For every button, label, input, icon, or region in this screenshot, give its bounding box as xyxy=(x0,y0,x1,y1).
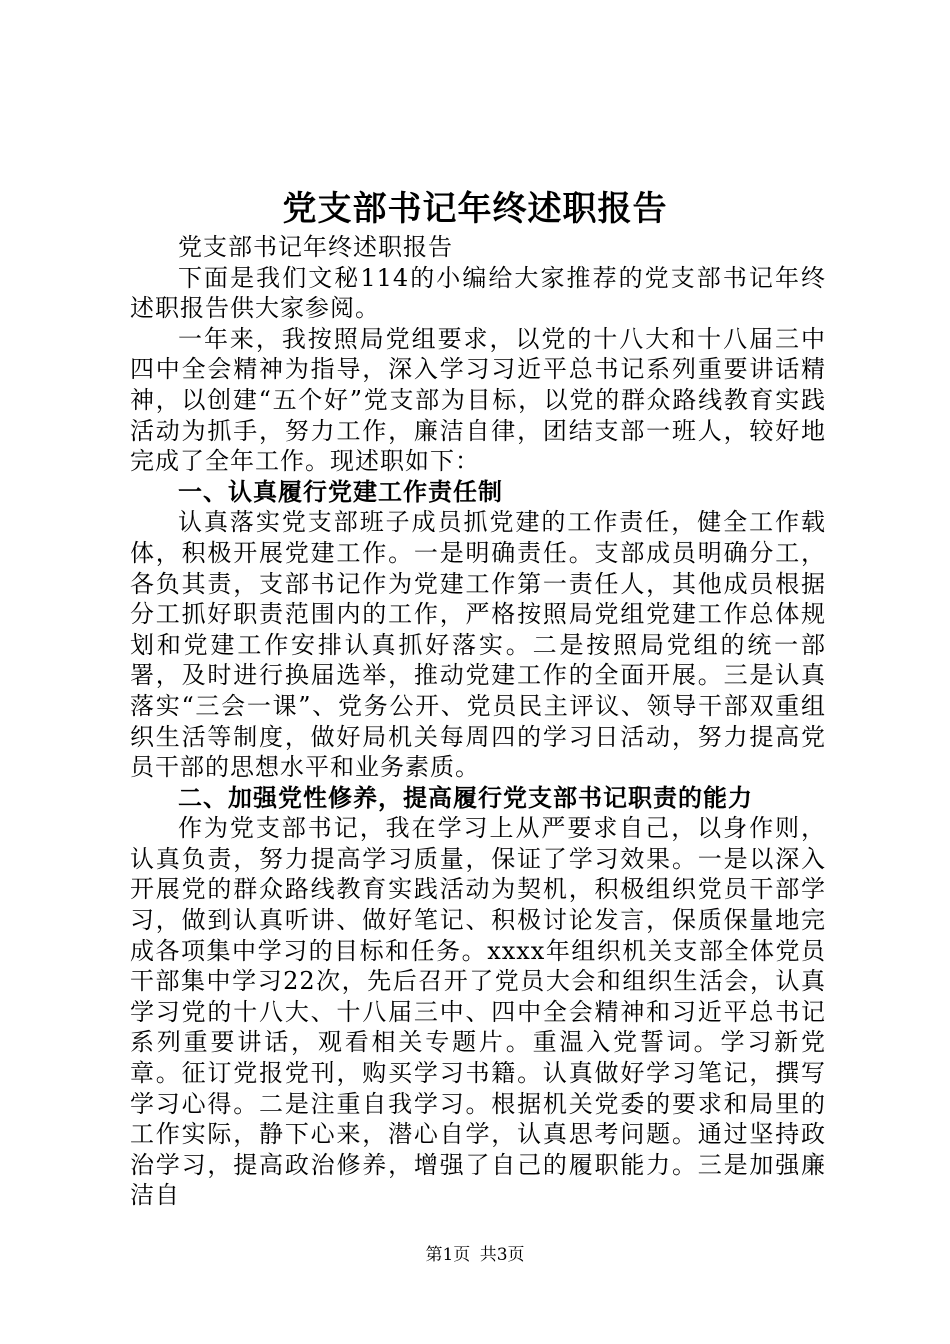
section-heading-2: 二、加强党性修养，提高履行党支部书记职责的能力 xyxy=(178,782,753,812)
intro-paragraph: 下面是我们文秘114的小编给大家推荐的党支部书记年终述职报告供大家参阅。 xyxy=(130,263,826,323)
section-heading-1: 一、认真履行党建工作责任制 xyxy=(178,476,503,506)
page-footer xyxy=(0,1243,950,1267)
page-total: 共3页 xyxy=(479,1245,525,1265)
document-body xyxy=(130,232,826,1211)
subtitle-paragraph: 党支部书记年终述职报告 xyxy=(178,233,453,261)
section-2-paragraph: 作为党支部书记，我在学习上从严要求自己，以身作则，认真负责，努力提高学习质量，保证了学习效果。一是以深入开展党的群众路线教育实践活动为契机，积极组织党员干部学习，做到认真听讲、做好笔记、积极讨论发言，保质保量地完成各项集中学习的目标和任务。xxxx年组织机关支部全体党员干部集中学习22次，先后召开了党员大会和组织生活会，认真学习党的十八大、十八届三中、四中全会精神和习近平总书记系列重要讲话，观看相关专题片。重温入党誓词。学习新党章。征订党报党刊，购买学习书籍。认真做好学习笔记，撰写学习心得。二是注重自我学习。根据机关党委的要求和局里的工作实际，静下心来，潜心自学，认真思考问题。通过坚持政治学习，提高政治修养，增强了自己的履职能力。三是加强廉洁自 xyxy=(130,814,826,1210)
page-number: 第1页 xyxy=(425,1245,471,1265)
document-title: 党支部书记年终述职报告 xyxy=(282,189,668,229)
section-1-paragraph: 认真落实党支部班子成员抓党建的工作责任，健全工作载体，积极开展党建工作。一是明确责任。支部成员明确分工，各负其责，支部书记作为党建工作第一责任人，其他成员根据分工抓好职责范围内的工作，严格按照局党组党建工作总体规划和党建工作安排认真抓好落实。二是按照局党组的统一部署，及时进行换届选举，推动党建工作的全面开展。三是认真落实“三会一课”、党务公开、党员民主评议、领导干部双重组织生活等制度，做好局机关每周四的学习日活动，努力提高党员干部的思想水平和业务素质。 xyxy=(130,508,826,782)
overview-paragraph: 一年来，我按照局党组要求，以党的十八大和十八届三中四中全会精神为指导，深入学习习近平总书记系列重要讲话精神，以创建“五个好”党支部为目标，以党的群众路线教育实践活动为抓手，努力工作，廉洁自律，团结支部一班人，较好地完成了全年工作。现述职如下： xyxy=(130,324,826,476)
